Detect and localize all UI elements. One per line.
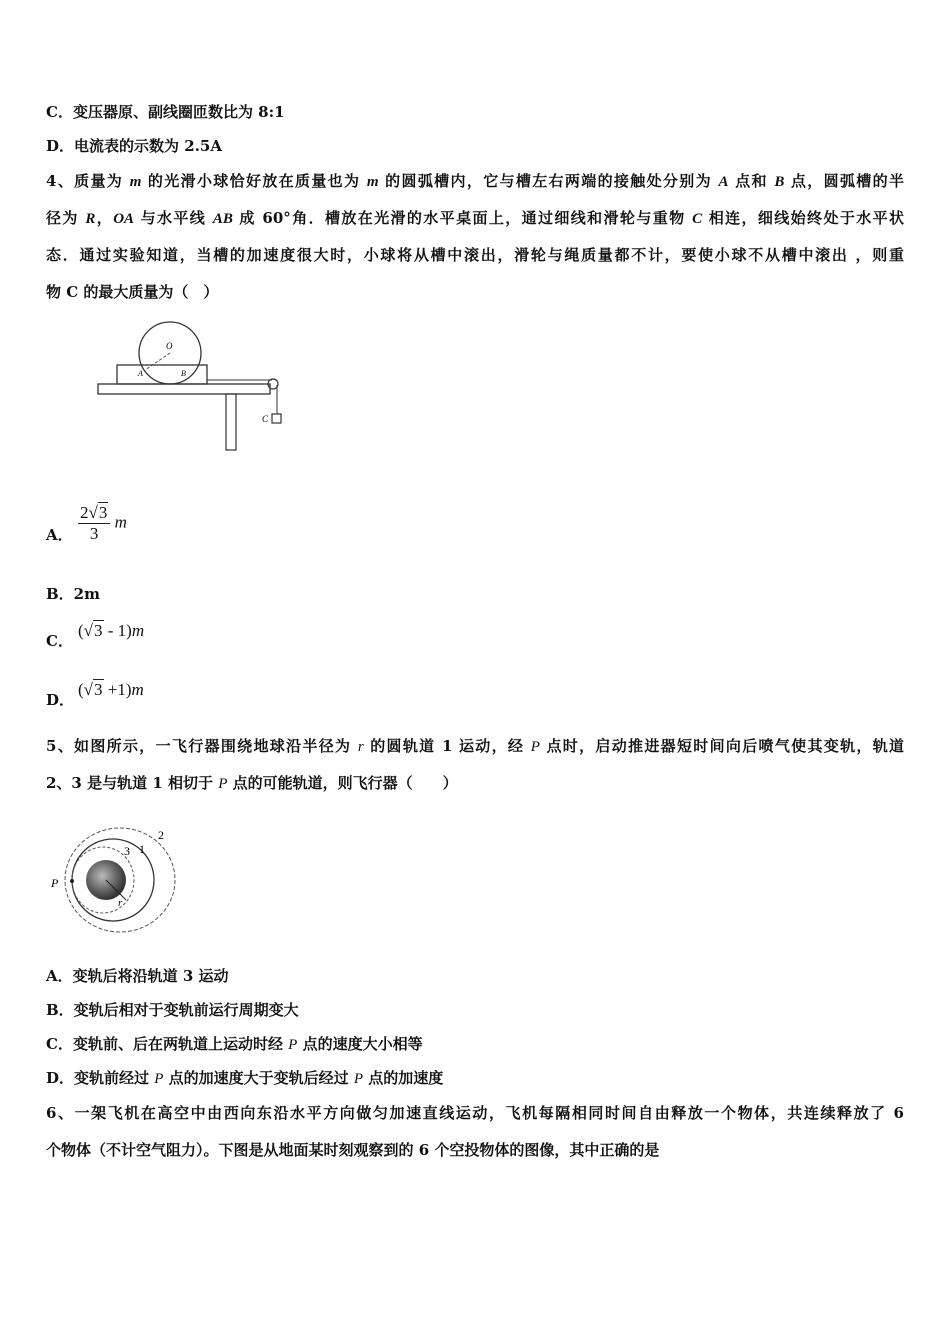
svg-text:2: 2 xyxy=(158,828,164,842)
q5-option-c: C．变轨前、后在两轨道上运动时经 P 点的速度大小相等 xyxy=(46,1035,423,1053)
svg-text:P: P xyxy=(51,876,59,890)
q3-option-c: C．变压器原、副线圈匝数比为 8:1 xyxy=(46,103,285,121)
q4-stem-line1: 4、质量为 m 的光滑小球恰好放在质量也为 m 的圆弧槽内，它与槽左右两端的接触处分别为 A 点和 B 点，圆弧槽的半 xyxy=(46,172,904,190)
q4-figure xyxy=(95,318,290,453)
q4-stem-line4: 物 C 的最大质量为（ ） xyxy=(46,283,219,301)
q4-option-d-label: D． xyxy=(46,691,75,709)
q4-stem-line2: 径为 R，OA 与水平线 AB 成 60°角．槽放在光滑的水平桌面上，通过细线和滑轮与重物 C 相连，细线始终处于水平状 xyxy=(46,209,904,227)
q6-stem-line2: 个物体（不计空气阻力）。下图是从地面某时刻观察到的 6 个空投物体的图像，其中正确的是 xyxy=(46,1141,660,1159)
svg-text:A: A xyxy=(138,369,143,378)
q6-stem-line1: 6、一架飞机在高空中由西向东沿水平方向做匀加速直线运动，飞机每隔相同时间自由释放一个物体，共连续释放了 6 xyxy=(46,1104,904,1122)
weight-c xyxy=(272,414,281,423)
svg-text:O: O xyxy=(166,341,173,351)
svg-text:B: B xyxy=(181,369,186,378)
q3-option-d: D．电流表的示数为 2.5A xyxy=(46,137,222,155)
q5-option-a: A．变轨后将沿轨道 3 运动 xyxy=(46,967,229,985)
q5-figure xyxy=(48,824,188,936)
svg-text:r: r xyxy=(118,897,123,909)
table-leg xyxy=(226,394,236,450)
q4-option-c-expr: (√3 - 1)m xyxy=(78,621,145,640)
q4-option-a-expr: $\frac{2√3}{3}$ m xyxy=(80,503,127,543)
q4-stem-line3: 态．通过实验知道，当槽的加速度很大时，小球将从槽中滚出，滑轮与绳质量都不计，要使小球不从槽中滚出 ，则重 xyxy=(46,246,904,264)
svg-text:1: 1 xyxy=(139,842,145,856)
q4-option-b: B．2m xyxy=(46,585,100,603)
q5-option-b: B．变轨后相对于变轨前运行周期变大 xyxy=(46,1001,299,1019)
q5-option-d: D．变轨前经过 P 点的加速度大于变轨后经过 P 点的加速度 xyxy=(46,1069,444,1087)
table-top xyxy=(98,384,270,394)
q4-option-d-expr: (√3 +1)m xyxy=(78,680,144,699)
q5-stem-line1: 5、如图所示，一飞行器围绕地球沿半径为 r 的圆轨道 1 运动，经 P 点时，启动推进器短时间向后喷气使其变轨，轨道 xyxy=(46,737,905,755)
groove-block xyxy=(117,365,207,384)
svg-text:C: C xyxy=(262,414,269,424)
q5-stem-line2: 2、3 是与轨道 1 相切于 P 点的可能轨道，则飞行器（ ） xyxy=(46,774,458,792)
svg-text:3: 3 xyxy=(124,844,130,858)
q4-option-a-label: A． xyxy=(46,526,73,544)
q4-option-c-label: C． xyxy=(46,632,73,650)
